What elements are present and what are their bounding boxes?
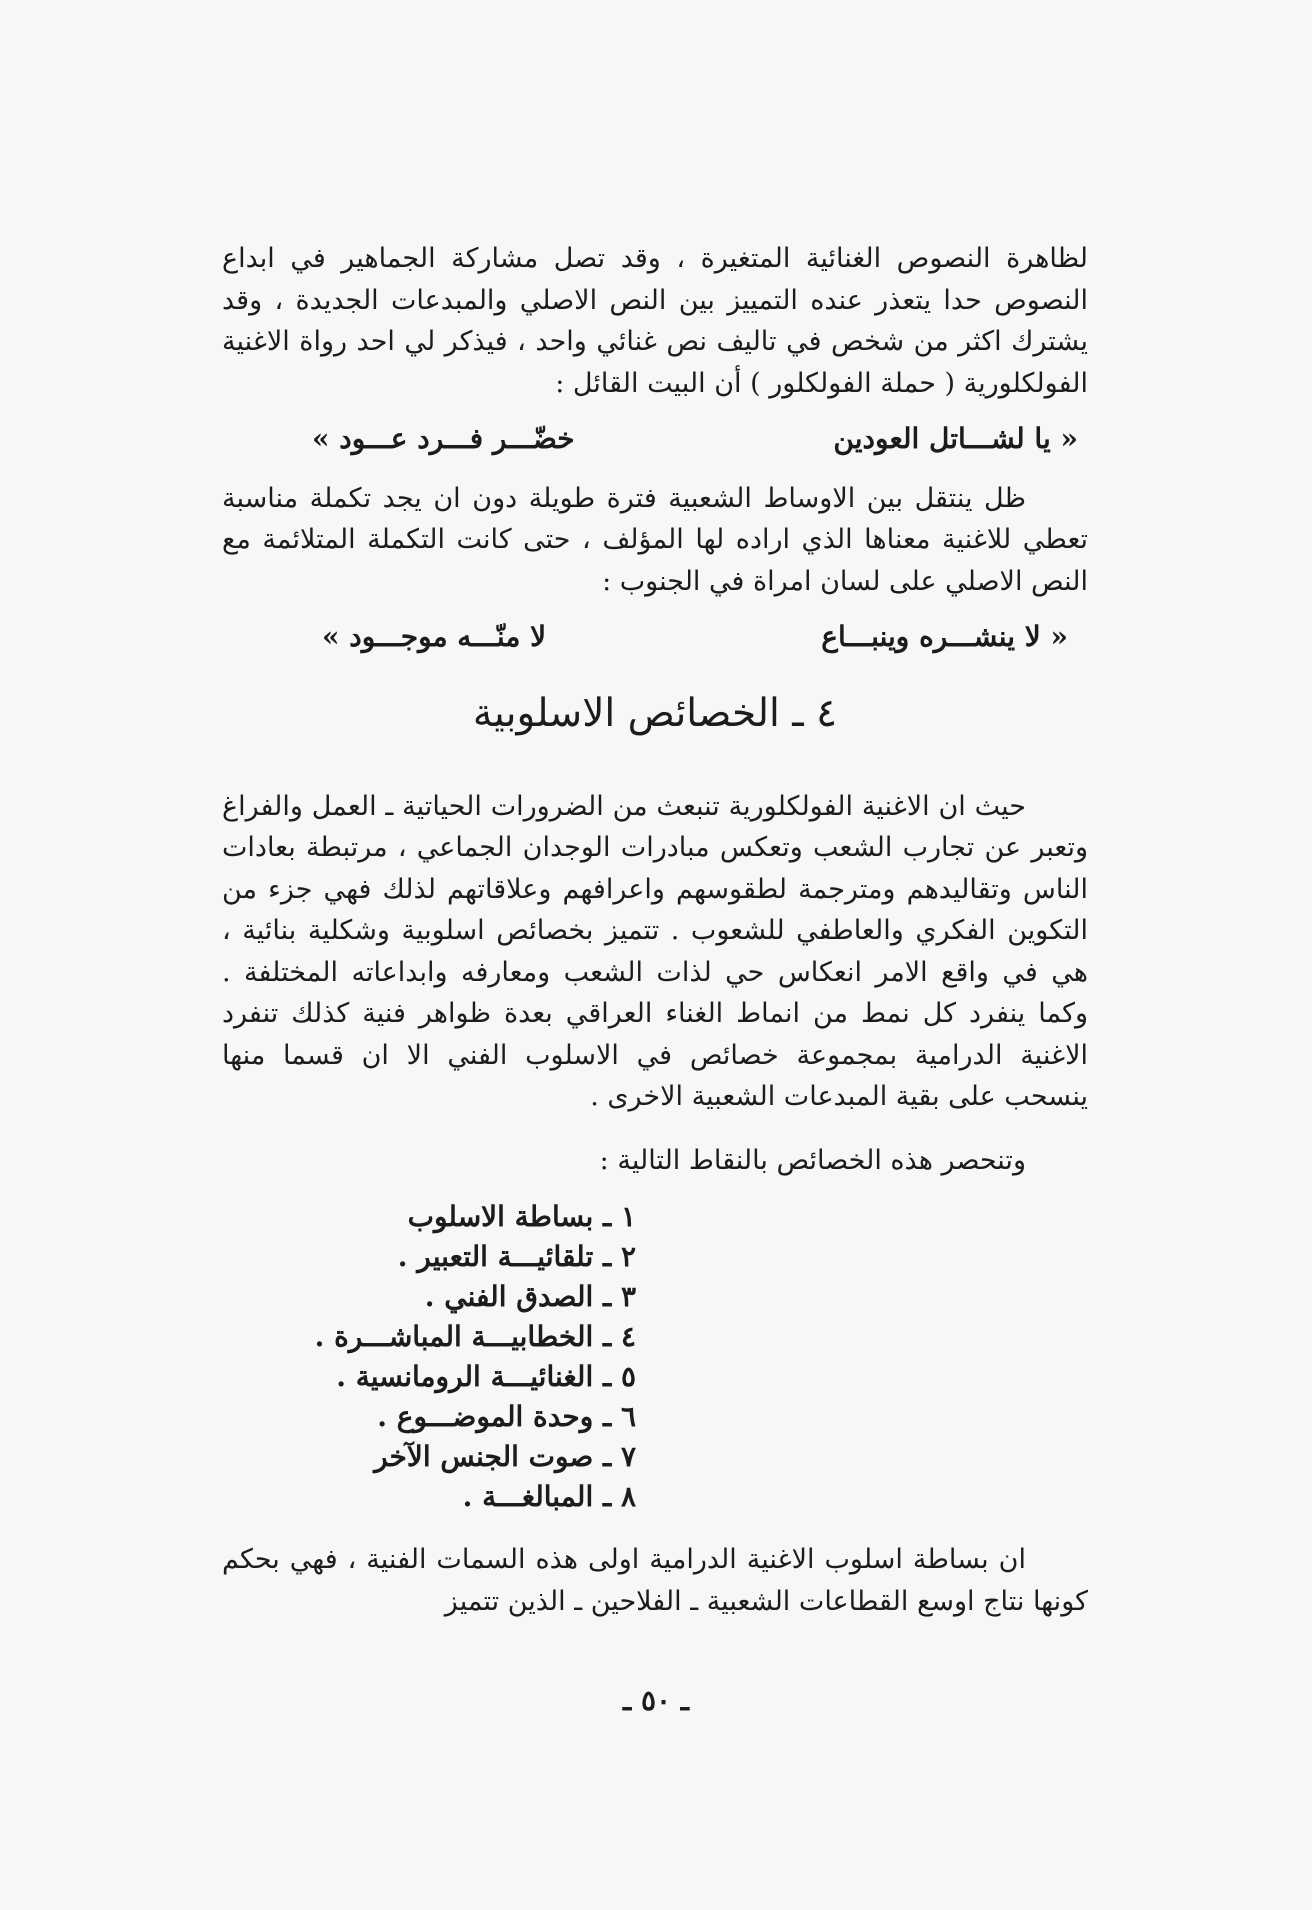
verse-1-first-half: « يا لشـــاتل العودين bbox=[833, 422, 1078, 455]
section-heading: ٤ ـ الخصائص الاسلوبية bbox=[472, 690, 838, 736]
verse-2-second-half: لا منّـــه موجـــود » bbox=[322, 620, 547, 653]
list-item: ٥ ـ الغنائيـــة الرومانسية . bbox=[336, 1360, 636, 1393]
list-item: ٧ ـ صوت الجنس الآخر bbox=[374, 1440, 636, 1473]
paragraph-2: ظل ينتقل بين الاوساط الشعبية فترة طويلة دون ان يجد تكملة مناسبة تعطي للاغنية معناها الذي اراده لها المؤلف ، حتى كانت التكملة المتلائمة مع النص الاصلي على لسان امراة في الجنوب : bbox=[222, 482, 1088, 597]
list-item: ٣ ـ الصدق الفني . bbox=[424, 1280, 636, 1313]
page-number: ـ ٥٠ ـ bbox=[623, 1684, 689, 1717]
verse-2-first-half: « لا ينشـــره وينبـــاع bbox=[821, 620, 1068, 653]
paragraph-4: وتنحصر هذه الخصائص بالنقاط التالية : bbox=[599, 1144, 1026, 1176]
list-item: ٦ ـ وحدة الموضـــوع . bbox=[377, 1400, 636, 1433]
page-content bbox=[222, 238, 1088, 1622]
list-item: ٢ ـ تلقائيـــة التعبير . bbox=[397, 1240, 636, 1273]
verse-1-second-half: خضّـــر فـــرد عـــود » bbox=[312, 422, 575, 455]
list-item: ٤ ـ الخطابيـــة المباشـــرة . bbox=[314, 1320, 636, 1353]
verse-2 bbox=[222, 616, 1088, 658]
paragraph-5: ان بساطة اسلوب الاغنية الدرامية اولى هذه السمات الفنية ، فهي بحكم كونها نتاج اوسع القطاعات الشعبية ـ الفلاحين ـ الذين تتميز bbox=[222, 1544, 1088, 1617]
verse-1 bbox=[222, 418, 1088, 460]
list-item: ٨ ـ المبالغـــة . bbox=[462, 1480, 636, 1513]
list-item: ١ ـ بساطة الاسلوب bbox=[407, 1200, 636, 1233]
paragraph-1: لظاهرة النصوص الغنائية المتغيرة ، وقد تصل مشاركة الجماهير في ابداع النصوص حدا يتعذر عنده التمييز بين النص الاصلي والمبدعات الجديدة ، وقد يشترك اكثر من شخص في تاليف نص غنائي واحد ، فيذكر لي احد رواة الاغنية الفولكلورية ( حملة الفولكلور ) أن البيت القائل : bbox=[222, 243, 1088, 399]
paragraph-3: حيث ان الاغنية الفولكلورية تنبعث من الضرورات الحياتية ـ العمل والفراغ وتعبر عن تجارب الشعب وتعكس مبادرات الوجدان الجماعي ، مرتبطة بعادات الناس وتقاليدهم ومترجمة لطقوسهم واعرافهم وعلاقاتهم لذلك فهي جزء من التكوين الفكري والعاطفي للشعوب . تتميز بخصائص اسلوبية وشكلية بنائية ، هي في واقع الامر انعكاس حي لذات الشعب ومعارفه وابداعاته المختلفة . وكما ينفرد كل نمط من انماط الغناء العراقي بعدة ظواهر فنية كذلك تنفرد الاغنية الدرامية بمجموعة خصائص في الاسلوب الفني الا ان قسما منها ينسحب على بقية المبدعات الشعبية الاخرى . bbox=[222, 790, 1088, 1112]
characteristics-list bbox=[222, 1197, 1088, 1517]
